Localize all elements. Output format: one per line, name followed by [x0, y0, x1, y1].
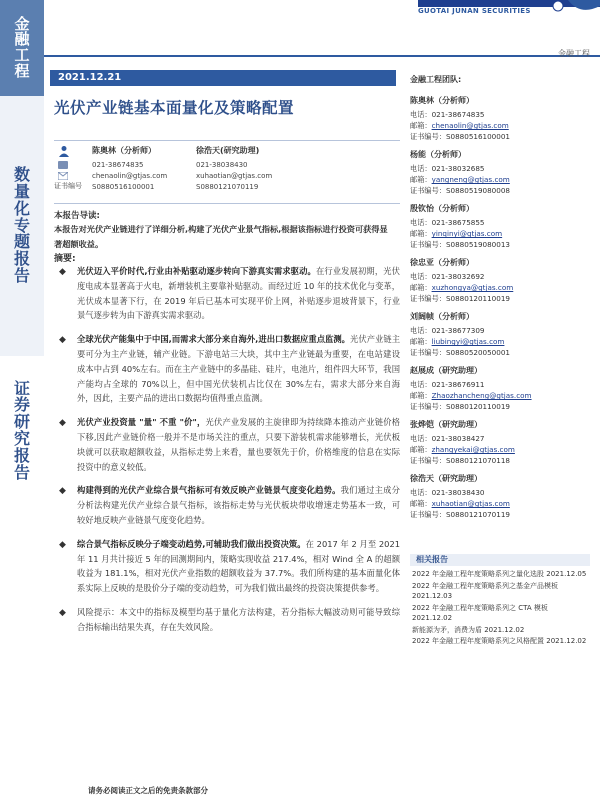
sidebar-report-type: 数 量 化 专 题 报 告: [0, 96, 44, 356]
analyst-card: 杨能（分析师） 电话：021-38032685 邮箱：yangneng@gtjas.com 证书编号：S0880519080008: [410, 150, 510, 195]
related-reports-title: 相关报告: [410, 554, 590, 566]
author-card: [92, 145, 167, 193]
author-card: [196, 145, 272, 193]
guide-title: 本报告导读:: [54, 211, 100, 221]
author-name: 徐浩天(研究助理): [196, 146, 260, 155]
list-item: ◆ 全球光伏产能集中于中国,而需求大部分来自海外,进出口数据应重点监测。光伏产业链主要可分为主产业链，辅产业链。下游电站三大块，其中主产业链最为重要，在电站建设成本中占到 40%左右。而在主产业链中的多晶硅、硅片，电池片，组件四大环节，我国产能均占全球的 70%以上，但中国光伏装机占比仅在 30%左右，需求大部分来自海外，因此，主要产品的进出口数据均值得重点监测。: [59, 334, 400, 404]
email-link[interactable]: Zhaozhancheng@gtjas.com: [431, 391, 532, 400]
related-report-link[interactable]: 2022 年金融工程年度策略系列之基金产品模板 2021.12.03: [412, 581, 559, 600]
list-item: ◆ 构建得到的光伏产业综合景气指标可有效反映产业链景气度变化趋势。我们通过主成分分析法构建光伏产业综合景气指标，该指标走势与光伏板块带收增速走势基本一致，可较好地反映产业链景气度变化趋势。: [59, 485, 400, 525]
report-date: 2021.12.21: [50, 70, 396, 86]
author-email[interactable]: xuhaotian@gtjas.com: [196, 172, 273, 180]
sidebar: [0, 0, 44, 800]
abstract-title: 摘要:: [54, 254, 76, 264]
header-section: 金融工程: [558, 49, 590, 58]
list-item: ◆ 光伏产业投资量 "量" 不重 "价"，光伏产业发展的主旋律即为持续降本推动产业链价格下移,因此产业链价格一般并不是市场关注的重点，只要下游装机需求能够增长，光伏板块就可以获取超额收益，从指标走势上来看，量也要领先于价，价格维度的信息在实际投资中的意义较低。: [59, 417, 400, 472]
sidebar-report-kind: 证 券 研 究 报 告: [0, 356, 44, 506]
email-link[interactable]: yangneng@gtjas.com: [431, 175, 510, 184]
analyst-card: 徐忠亚（分析师） 电话：021-38032692 邮箱：xuzhongya@gtjas.com 证书编号：S0880120110019: [410, 258, 514, 303]
list-item: ◆ 光伏迈入平价时代,行业由补贴驱动逐步转向下游真实需求驱动。在行业发展初期，光伏度电成本显著高于火电，新增装机主要靠补贴驱动。而经过近 10 年的技术优化与变革，光伏成本显著下行，在 2019 年后已基本可实现平价上网，补贴逐步退坡背景下，行业景气逐步转为由下游真实需求驱动。: [59, 266, 400, 321]
logo-text: GUOTAI JUNAN SECURITIES: [418, 7, 531, 15]
person-icon: [58, 145, 70, 157]
analyst-card: 殷钦怡（分析师） 电话：021-38675855 邮箱：yinqinyi@gtjas.com 证书编号：S0880519080013: [410, 204, 510, 249]
related-reports-list: [412, 569, 590, 648]
team-title: 金融工程团队:: [410, 75, 462, 84]
related-report-link[interactable]: 2022 年金融工程年度策略系列之量化选股 2021.12.05: [412, 570, 587, 578]
analyst-card: 陈奥林（分析师） 电话：021-38674835 邮箱：chenaolin@gtjas.com 证书编号：S0880516100001: [410, 96, 510, 141]
author-phone: 021-38674835: [92, 161, 144, 169]
list-item: ◆ 风险提示：本文中的指标及模型均基于量化方法构建，若分指标大幅波动则可能导致综合指标输出结果失真，存在失效风险。: [59, 606, 400, 632]
disclaimer-note: 请务必阅读正文之后的免责条款部分: [88, 786, 208, 795]
divider: [54, 140, 400, 141]
analyst-card: 刘阔帧（分析师） 电话：021-38677309 邮箱：liubingyi@gtjas.com 证书编号：S0880520050001: [410, 312, 510, 357]
analyst-card: 徐浩天（研究助理） 电话：021-38038430 邮箱：xuhaotian@gtjas.com 证书编号：S0880121070119: [410, 474, 510, 519]
related-report-link[interactable]: 2022 年金融工程年度策略系列之风格配置 2021.12.02: [412, 637, 587, 645]
analyst-card: 赵展成（研究助理） 电话：021-38676911 邮箱：Zhaozhancheng@gtjas.com 证书编号：S0880120110019: [410, 366, 532, 411]
email-link[interactable]: yinqinyi@gtjas.com: [431, 229, 503, 238]
team-panel: [410, 74, 590, 527]
header-rule: [44, 55, 600, 57]
abstract-list: [54, 264, 400, 644]
page-title: 光伏产业链基本面量化及策略配置: [54, 99, 295, 117]
guide-text: 本报告对光伏产业链进行了详细分析,构建了光伏产业景气指标,根据该指标进行投资可获得显著超额收益。: [54, 224, 388, 249]
author-license: S0880121070119: [196, 183, 259, 191]
list-item: ◆ 综合景气指标反映分子端变动趋势,可辅助我们做出投资决策。在 2017 年 2 月至 2021 年 11 月共计接近 5 年的回测期间内，策略实现收益 217.4%，相对 Wind 全 A 的超额收益为 181.1%，相对光伏产业指数的超额收益为 37.7%。我们所构建的基本面量化体系实际上反映的是股价分子端的变动趋势，可为我们做出最终的投资决策提供参考。: [59, 538, 400, 594]
email-link[interactable]: zhangyekai@gtjas.com: [431, 445, 515, 454]
author-license: S0880516100001: [92, 183, 155, 191]
email-link[interactable]: chenaolin@gtjas.com: [431, 121, 509, 130]
related-report-link[interactable]: 2022 年金融工程年度策略系列之 CTA 模板 2021.12.02: [412, 603, 548, 622]
email-link[interactable]: xuhaotian@gtjas.com: [431, 499, 510, 508]
phone-icon: [58, 161, 68, 169]
analyst-card: 张烨铠（研究助理） 电话：021-38038427 邮箱：zhangyekai@gtjas.com 证书编号：S0880121070118: [410, 420, 515, 465]
license-label: 证书编号: [54, 182, 82, 190]
email-link[interactable]: liubingyi@gtjas.com: [431, 337, 505, 346]
email-link[interactable]: xuzhongya@gtjas.com: [431, 283, 514, 292]
author-email[interactable]: chenaolin@gtjas.com: [92, 172, 168, 180]
author-phone: 021-38038430: [196, 161, 248, 169]
sidebar-category: 金 融 工 程: [0, 0, 44, 96]
related-report-link[interactable]: 新能源为矛，消费为盾 2021.12.02: [412, 625, 525, 634]
divider: [54, 203, 400, 204]
author-name: 陈奥林（分析师）: [92, 146, 156, 155]
email-icon: [58, 172, 68, 180]
